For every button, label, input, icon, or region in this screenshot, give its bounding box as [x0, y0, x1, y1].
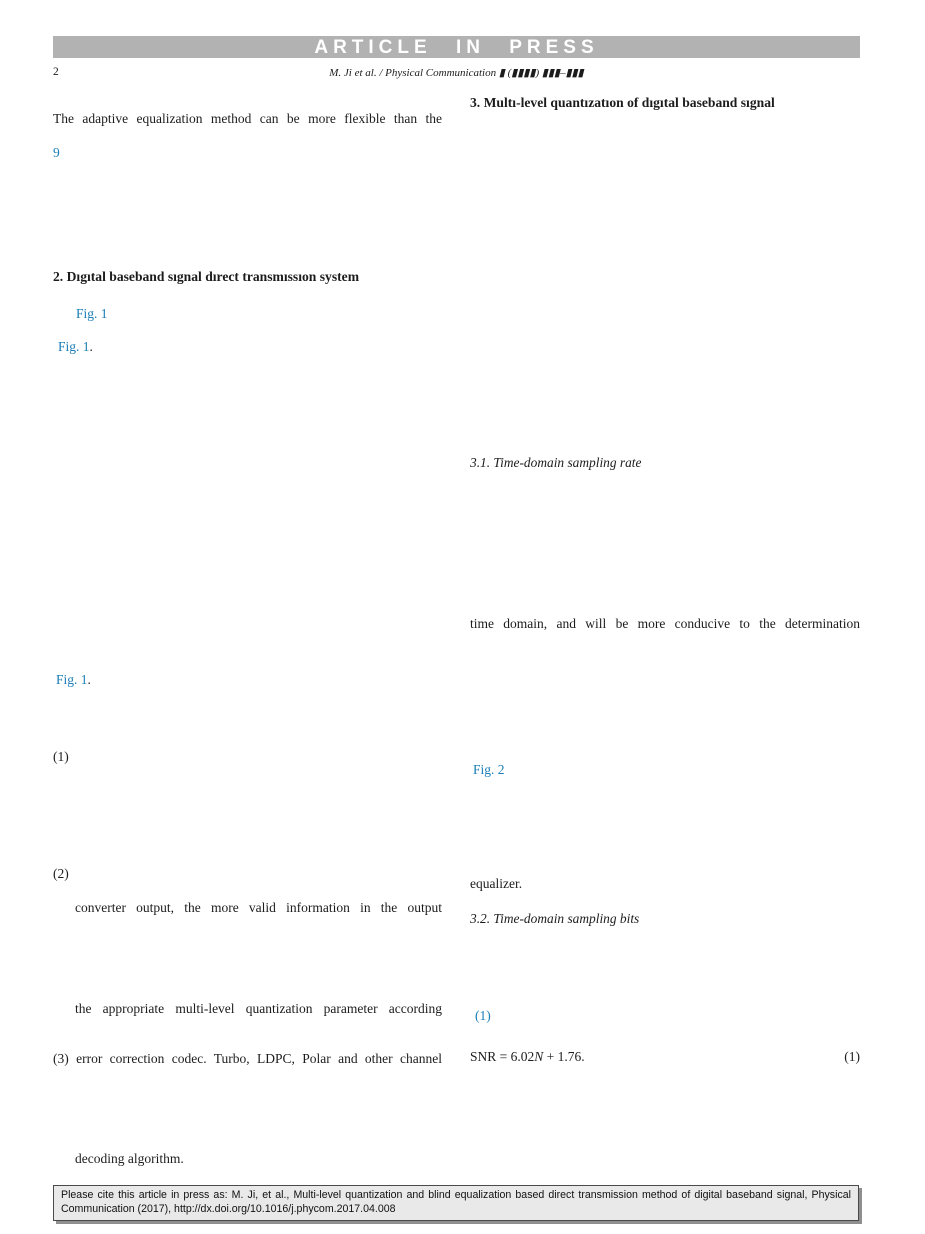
- list-item-1-label: (1): [53, 749, 69, 764]
- reference-9-text[interactable]: 9: [53, 145, 60, 160]
- fig1-link-2[interactable]: [58, 339, 93, 355]
- paragraph-adaptive-equalization: The adaptive equalization method can be more flexible than the: [53, 111, 442, 126]
- equation-1-expression: [470, 1049, 585, 1065]
- equalizer-line: equalizer.: [470, 876, 523, 891]
- running-head-journal-line: M. Ji et al. / Physical Communication ▮ (▮▮▮▮) ▮▮▮–▮▮▮: [329, 67, 584, 79]
- equation-tail: + 1.76.: [546, 1049, 585, 1064]
- banner-text: ARTICLE IN PRESS: [314, 36, 599, 58]
- fig1-link-3-text[interactable]: Fig. 1: [56, 672, 88, 687]
- fig2-link[interactable]: [473, 762, 505, 778]
- subsection-3-2-heading: 3.2. Time-domain sampling bits: [470, 911, 640, 926]
- equation-ref-link-text[interactable]: (1): [475, 1008, 491, 1023]
- list-item-2-text: converter output, the more valid information in the output: [75, 900, 442, 915]
- subsection-3-1-heading: 3.1. Time-domain sampling rate: [470, 455, 642, 470]
- equation-mid: = 6.02: [499, 1049, 535, 1064]
- fig1-link-3-period: .: [87, 672, 91, 687]
- equation-1: [470, 1049, 860, 1065]
- fig2-link-text[interactable]: Fig. 2: [473, 762, 505, 777]
- quantization-parameter-line: the appropriate multi-level quantization parameter according: [75, 1001, 442, 1016]
- reference-link-9[interactable]: [53, 145, 60, 161]
- fig1-link-2-text[interactable]: Fig. 1: [58, 339, 90, 354]
- section-2-heading: 2. Dıgıtal baseband sıgnal dırect transmıssıon system: [53, 269, 360, 284]
- decoding-algorithm-line: decoding algorithm.: [75, 1151, 184, 1166]
- article-in-press-banner: [53, 36, 860, 58]
- citation-notice-text: Please cite this article in press as: M. Ji, et al., Multi-level quantization and blind equalization based direct transmission method of digital baseband signal, Physical Communication (2017), http://dx.doi.org/10.1016/j.phycom.2017.04.008: [61, 1189, 851, 1215]
- page-number: 2: [53, 66, 59, 78]
- fig1-link-1[interactable]: [76, 306, 108, 322]
- time-domain-line: time domain, and will be more conducive to the determination: [470, 616, 860, 631]
- equation-number: (1): [844, 1049, 860, 1064]
- fig1-link-3[interactable]: [56, 672, 91, 688]
- citation-notice-box: [53, 1185, 859, 1221]
- equation-lhs: SNR: [470, 1049, 497, 1064]
- fig1-link-2-period: .: [89, 339, 93, 354]
- section-3-heading: 3. Multı-level quantızatıon of dıgıtal baseband sıgnal: [470, 95, 775, 110]
- equation-variable: N: [534, 1049, 544, 1064]
- list-item-3-line: (3) error correction codec. Turbo, LDPC, Polar and other channel: [53, 1051, 442, 1066]
- list-item-2-label: (2): [53, 866, 69, 881]
- equation-ref-link[interactable]: [475, 1008, 491, 1024]
- fig1-link-1-text[interactable]: Fig. 1: [76, 306, 108, 321]
